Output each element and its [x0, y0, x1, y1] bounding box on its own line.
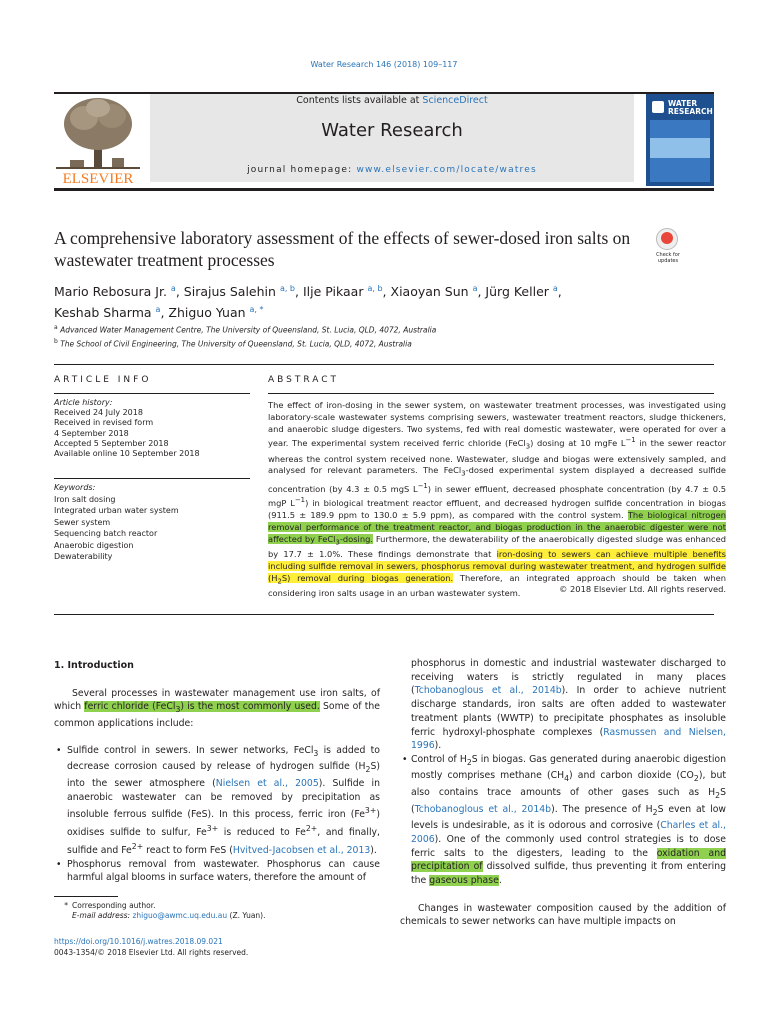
- text-segment: react to form FeS (: [143, 844, 233, 856]
- green-highlight[interactable]: [84, 701, 320, 715]
- author-affiliation-link[interactable]: a: [170, 284, 176, 293]
- abstract-segment: ) in biological treatment reactor effluent, and decreased hydrogen sulfide concentration in biogas (911.5 ± 189.9 ppm to 130.0 ± 5.9 ppm), as compared with the control system.: [268, 498, 726, 520]
- journal-homepage-line: [150, 165, 634, 175]
- text-segment: ). One of the commonly used control strategies is to dose ferric salts to the digesters, leading to the: [411, 833, 726, 859]
- doi-block: [54, 937, 374, 958]
- superscript: 2+: [131, 841, 144, 851]
- paragraph: [54, 687, 380, 731]
- superscript: 2+: [305, 824, 318, 833]
- email-line: [54, 911, 374, 921]
- green-highlight[interactable]: gaseous phase: [429, 874, 499, 886]
- corresponding-label: Corresponding author.: [72, 901, 156, 910]
- spacer: [400, 888, 726, 902]
- article-history: [54, 398, 250, 459]
- journal-citation[interactable]: Water Research 146 (2018) 109–117: [310, 60, 458, 69]
- abstract-heading: ABSTRACT: [268, 375, 340, 385]
- green-highlight[interactable]: oxidation and precipitation of: [411, 847, 726, 873]
- text-segment: is reduced to Fe: [218, 827, 306, 839]
- affiliation-a: [54, 322, 654, 336]
- reference-link[interactable]: Nielsen et al., 2005: [215, 777, 319, 789]
- sciencedirect-link[interactable]: ScienceDirect: [422, 95, 488, 106]
- article-title: A comprehensive laboratory assessment of the effects of sewer-dosed iron salts on wastewater treatment processes: [54, 228, 631, 270]
- text-segment: S in biogas. Gas generated during anaerobic digestion mostly comprises methane (CH: [411, 753, 726, 782]
- section-heading: 1. Introduction: [54, 660, 134, 671]
- superscript: 3+: [364, 806, 377, 816]
- text-segment: Some of the common applications include:: [54, 701, 381, 729]
- keyword: Dewaterability: [54, 552, 113, 561]
- text-segment: ).: [434, 740, 442, 752]
- affiliation-b: [54, 336, 654, 350]
- history-online: Available online 10 September 2018: [54, 449, 200, 459]
- superscript: −1: [417, 481, 428, 490]
- paragraph: [400, 657, 726, 753]
- text-segment: Control of H: [411, 753, 467, 765]
- subscript: 2: [277, 577, 282, 586]
- author-name: Ilje Pikaar: [302, 284, 364, 300]
- contents-prefix: Contents lists available at: [296, 95, 423, 106]
- abstract-text: [268, 400, 726, 600]
- text-segment: ), but also contains trace amounts of other gases such as H: [411, 770, 726, 799]
- crossmark-bookmark-icon: [661, 232, 673, 244]
- list-item: [54, 744, 380, 858]
- reference-link[interactable]: Tchobanoglous et al., 2014b: [414, 685, 562, 697]
- keyword: Integrated urban water system: [54, 506, 179, 515]
- abstract-segment: The effect of iron-dosing in the sewer system, on wastewater treatment processes, was investigated using laboratory-scale wastewater systems comprising sewers, wastewater treatment reactors, sludge thickeners, and anaerobic sludge digesters. Two systems, fed with real domestic wastewater, were operated for over a year. The experimental system received ferric chloride (FeCl: [268, 400, 726, 449]
- abstract-segment: Therefore, an integrated approach should be taken when considering iron salts usage in an urban wastewater system.: [268, 572, 726, 599]
- history-received: Received 24 July 2018: [54, 408, 143, 418]
- subscript: 3: [461, 470, 466, 479]
- author-affiliation-link[interactable]: a: [552, 284, 558, 293]
- superscript: 3+: [206, 824, 219, 833]
- text-segment: S) into the sewer atmosphere (: [67, 761, 380, 789]
- author-affiliation-link[interactable]: a: [472, 284, 478, 293]
- reference-link[interactable]: Charles et al., 2006: [411, 820, 727, 845]
- journal-cover-image[interactable]: [646, 94, 714, 186]
- text-segment: ). Sulfide in anaerobic wastewater can be removed by precipitation as insoluble ferrous sulfide (FeS). In this process, ferric iron (Fe: [67, 777, 380, 821]
- text-segment: Several processes in wastewater management use iron salts, of which: [54, 687, 380, 713]
- abstract-segment: -dosed experimental system displayed a decreased sulfide concentration (by 4.3 ± 0.5 mgS L: [268, 465, 726, 494]
- affiliation-mark: b: [54, 337, 58, 345]
- email-suffix: (Z. Yuan).: [227, 911, 266, 920]
- text-segment: ) oxidises sulfide to sulfur, Fe: [67, 809, 380, 839]
- subscript: 3: [525, 442, 531, 451]
- reference-link[interactable]: Tchobanoglous et al., 2014b: [414, 803, 552, 815]
- abstract-rule: [268, 393, 714, 394]
- text-segment: , and finally, sulfide and Fe: [67, 827, 380, 856]
- article-history-label: Article history:: [54, 398, 113, 407]
- author-affiliation-link[interactable]: a, b: [367, 284, 383, 293]
- text-segment: ). In order to achieve nutrient discharge standards, iron salts are often added to wastewater treatment plants (WWTP) to precipitate phosphates as insoluble ferric hydroxyl-phosphate complexes (: [411, 685, 726, 738]
- text-segment: S (: [411, 787, 726, 815]
- keywords-label: Keywords:: [54, 483, 96, 492]
- body-column-left: [54, 659, 380, 885]
- homepage-prefix: journal homepage:: [247, 165, 357, 175]
- affiliation-list: [54, 322, 654, 349]
- text-segment: phosphorus in domestic and industrial wastewater discharged to receiving waters is strictly regulated in many places (: [411, 658, 726, 697]
- highlighted-text: -dosing.: [339, 533, 373, 544]
- subscript: 4: [564, 774, 570, 784]
- history-revised-date: 4 September 2018: [54, 428, 129, 438]
- abstract-segment: ) in sewer effluent, decreased phosphate concentration (by 4.7 ± 0.5 mgP L: [268, 483, 726, 509]
- contents-line: [150, 95, 634, 106]
- highlighted-text: ) is the most commonly used.: [180, 701, 320, 713]
- article-info-heading: ARTICLE INFO: [54, 375, 152, 385]
- author-name: Jürg Keller: [485, 284, 549, 300]
- subscript: 3: [335, 538, 340, 547]
- elsevier-tree-icon: [54, 94, 142, 186]
- header-bottom-rule: [54, 188, 714, 191]
- keyword-list: [54, 482, 250, 563]
- keyword: Anaerobic digestion: [54, 540, 134, 550]
- cover-title: WATER RESEARCH: [668, 99, 713, 116]
- author-name: Mario Rebosura Jr.: [54, 284, 167, 300]
- text-segment: S even at low levels is undesirable, as it is odorous and corrosive (: [411, 803, 726, 832]
- subscript: 2: [365, 765, 371, 775]
- crossmark-label: Check for updates: [656, 252, 680, 264]
- email-link[interactable]: zhiguo@awmc.uq.edu.au: [132, 911, 228, 920]
- keywords-rule: [54, 478, 250, 479]
- superscript: −1: [625, 436, 636, 445]
- author-name: Sirajus Salehin: [183, 284, 276, 300]
- author-name: Xiaoyan Sun: [390, 284, 469, 300]
- text-segment: ) and carbon dioxide (CO: [569, 770, 694, 782]
- corresponding-author-note: [54, 901, 374, 911]
- cover-art-stripe: [650, 138, 710, 158]
- text-segment: is added to decrease corrosion caused by release of hydrogen sulfide (H: [67, 744, 380, 773]
- subscript: 2: [466, 757, 472, 767]
- highlighted-text: The biological nitrogen removal performance of the treatment reactor, and biogas production in the anaerobic digester were not affected by FeCl: [268, 509, 726, 544]
- abstract-segment: ) dosing at 10 mgFe L: [530, 438, 626, 449]
- keyword: Iron salt dosing: [54, 494, 116, 504]
- application-list: [54, 744, 380, 885]
- list-item: [54, 858, 380, 885]
- author-name: Zhiguo Yuan: [168, 305, 246, 321]
- footnote: [54, 901, 374, 921]
- author-name: Keshab Sharma: [54, 305, 152, 321]
- abstract-segment: in the sewer reactor whereas the control system received none. Wastewater, sludge and biogas were extensively sampled, and analysed for relevant parameters. The FeCl: [268, 438, 726, 476]
- footnote-rule: [54, 896, 118, 897]
- highlighted-text: S) removal during biogas generation.: [281, 572, 454, 583]
- author-list: Mario Rebosura Jr. $^a$, Sirajus Salehin $^{a, b}$, Ilje Pikaar $^{a, b}$, Xiaoyan Sun $^a$, Jürg Keller $^a$, Keshab Sharma $^a$, Zhiguo Yuan $^{a, *}$: [54, 284, 562, 321]
- superscript: −1: [294, 496, 306, 505]
- abstract-copyright: © 2018 Elsevier Ltd. All rights reserved.: [559, 584, 726, 594]
- body-column-right: [400, 657, 726, 929]
- paragraph: Changes in wastewater composition caused by the addition of chemicals to sewer networks can have multiple impacts on: [400, 902, 726, 928]
- subscript: 3: [175, 705, 181, 715]
- text-segment: Phosphorus removal from wastewater. Phosphorus can cause harmful algal blooms in surface waters, therefore the amount of: [67, 858, 380, 884]
- elsevier-logo[interactable]: [54, 94, 142, 186]
- reference-link[interactable]: Hvitved-Jacobsen et al., 2013: [232, 844, 371, 856]
- history-revised: Received in revised form: [54, 418, 154, 428]
- footnote-star: *: [64, 901, 68, 910]
- iwa-logo-icon: [652, 101, 664, 113]
- journal-name: Water Research: [321, 120, 463, 141]
- subscript: 2: [652, 807, 658, 817]
- text-segment: Sulfide control in sewers. In sewer networks, FeCl: [67, 744, 314, 756]
- text-segment: dissolved sulfide, thus preventing it from entering the: [411, 861, 726, 886]
- crossmark-button[interactable]: [650, 228, 686, 268]
- text-segment: ).: [370, 844, 377, 856]
- application-list: [400, 753, 726, 888]
- affiliation-text: Advanced Water Management Centre, The University of Queensland, St. Lucia, QLD, 4072, Australia: [60, 325, 437, 335]
- highlighted-text: ferric chloride (FeCl: [84, 701, 176, 713]
- abstract-segment: Furthermore, the dewaterability of the anaerobically digested sludge was enhanced by 17.7 ± 1.0%. These findings demonstrate that: [268, 533, 726, 560]
- subscript: 2: [715, 790, 721, 800]
- issn-line: 0043-1354/© 2018 Elsevier Ltd. All rights reserved.: [54, 947, 249, 957]
- author-affiliation-link[interactable]: a, b: [279, 284, 296, 293]
- author-affiliation-link[interactable]: a: [155, 305, 161, 315]
- affiliation-mark: a: [54, 324, 58, 331]
- reference-link[interactable]: Rasmussen and Nielsen, 1996: [411, 726, 726, 752]
- journal-homepage-link[interactable]: www.elsevier.com/locate/watres: [356, 165, 537, 175]
- text-segment: .: [498, 874, 502, 886]
- body-start-rule: [54, 614, 714, 615]
- keyword: Sewer system: [54, 517, 111, 527]
- front-matter-rule: [54, 364, 714, 365]
- author-affiliation-link[interactable]: a, *: [249, 305, 264, 315]
- list-item: [400, 753, 726, 888]
- article-info-rule: [54, 393, 250, 394]
- doi-link[interactable]: https://doi.org/10.1016/j.watres.2018.09.021: [54, 937, 223, 946]
- text-segment: ). The presence of H: [551, 803, 653, 815]
- highlighted-text: iron-dosing to sewers can achieve multiple benefits including sulfide removal in sewers, phosphorus removal during wastewater treatment, and hydrogen sulfide (H: [268, 549, 727, 583]
- keyword: Sequencing batch reactor: [54, 529, 158, 538]
- subscript: 2: [693, 774, 699, 784]
- affiliation-text: The School of Civil Engineering, The University of Queensland, St. Lucia, QLD, 4072, Australia: [60, 339, 412, 348]
- history-accepted: Accepted 5 September 2018: [54, 438, 169, 448]
- elsevier-wordmark: ELSEVIER: [62, 171, 134, 186]
- subscript: 3: [313, 748, 319, 758]
- email-label: E-mail address:: [72, 911, 131, 920]
